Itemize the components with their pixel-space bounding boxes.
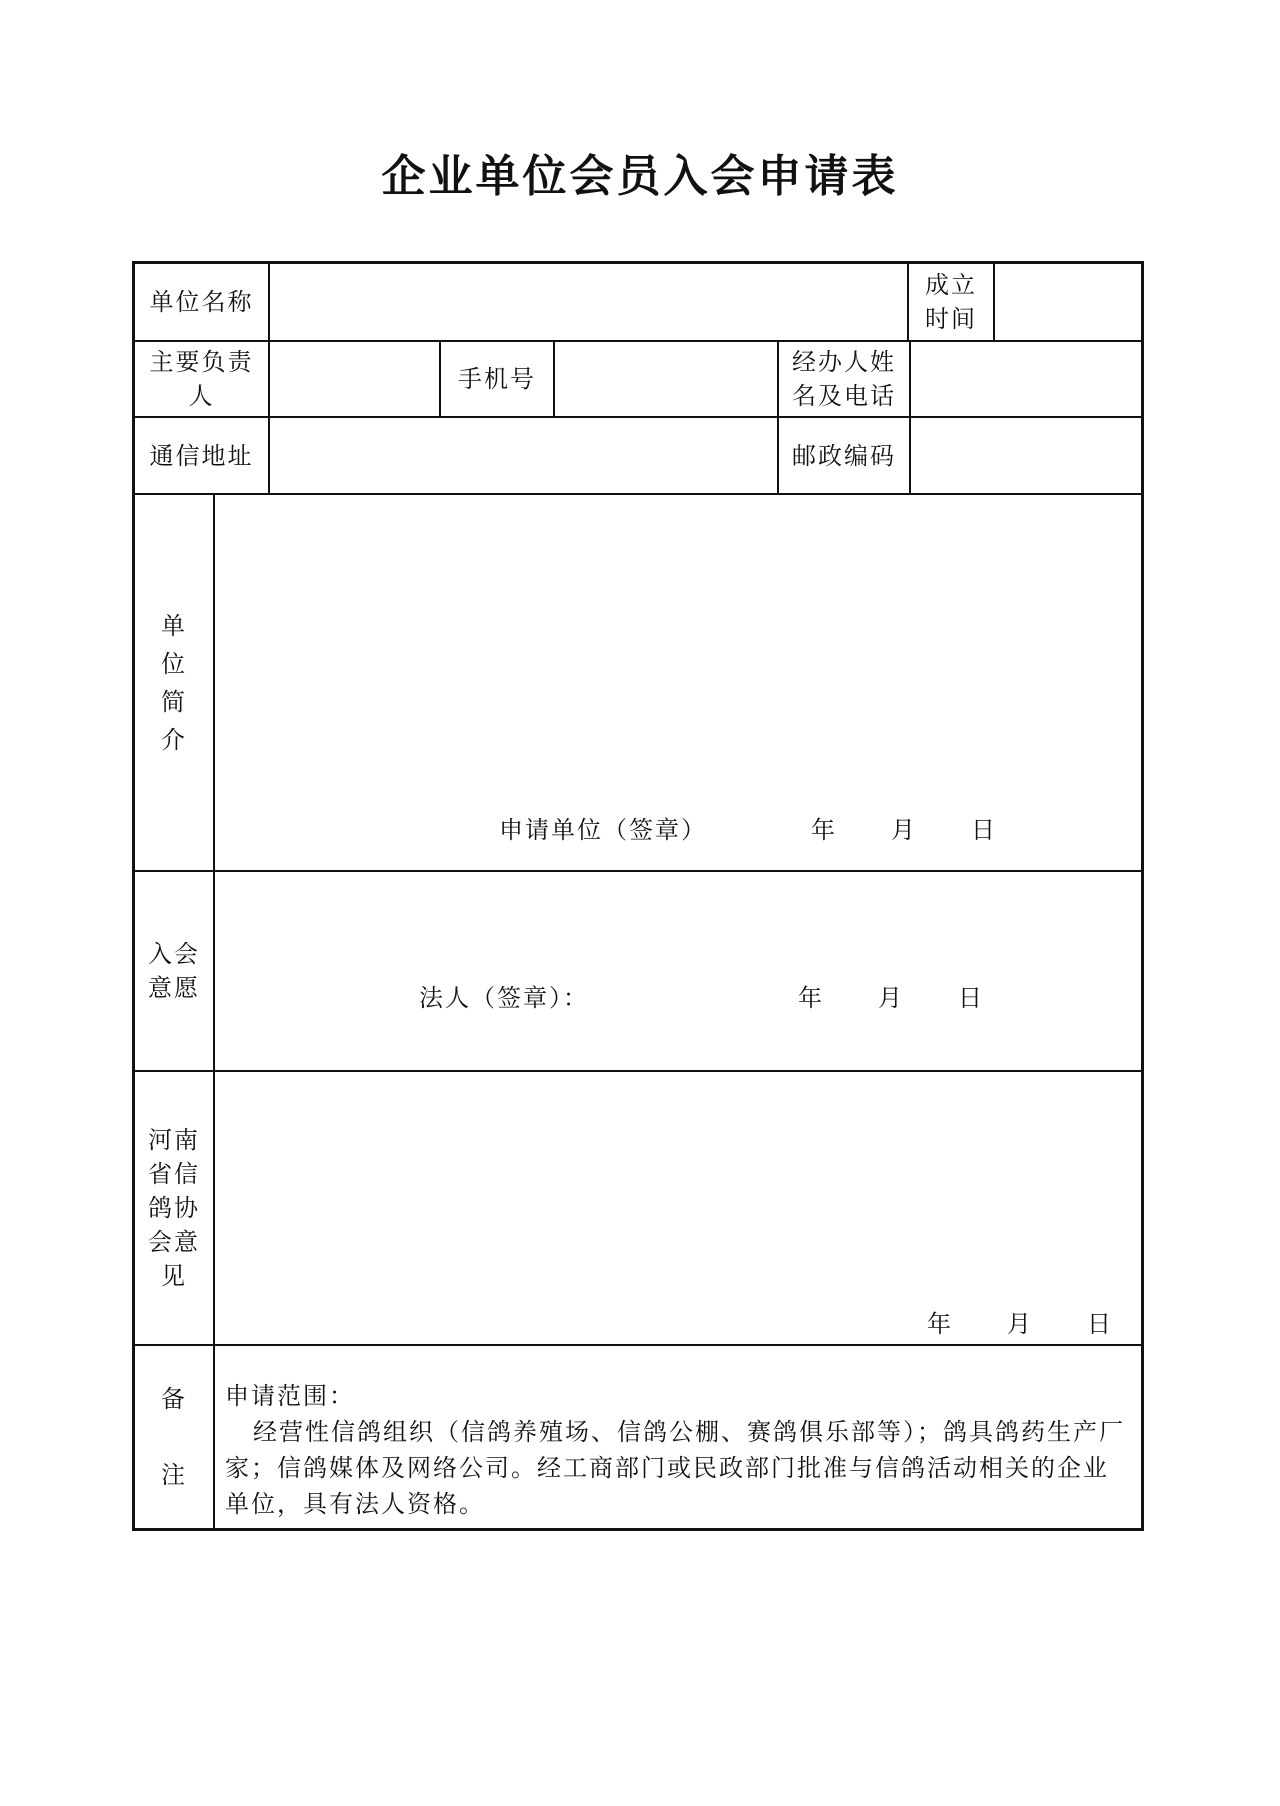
main-leader-field[interactable] [270, 342, 439, 416]
label-join-intent: 入会 意愿 [148, 940, 200, 1002]
date-year: 年 [927, 1310, 953, 1338]
remarks-heading: 申请范围： [225, 1382, 355, 1410]
date-day: 日 [971, 816, 997, 844]
mobile-field[interactable] [555, 342, 777, 416]
label-address: 通信地址 [149, 441, 254, 470]
label-unit-intro: 单 位 简 介 [161, 611, 187, 754]
label-remarks: 备 注 [161, 1385, 187, 1489]
label-established-time: 成立 时间 [925, 271, 977, 333]
established-time-field[interactable] [995, 264, 1141, 340]
form-title: 企业单位会员入会申请表 [381, 151, 899, 202]
date-year: 年 [798, 984, 824, 1012]
date-day: 日 [1087, 1310, 1113, 1338]
label-mobile: 手机号 [458, 365, 536, 393]
remarks-text [225, 1378, 1125, 1522]
handler-field[interactable] [911, 342, 1141, 416]
row-divider [135, 1344, 1141, 1346]
address-field[interactable] [270, 418, 777, 493]
association-opinion-field[interactable] [215, 1072, 1141, 1344]
date-year: 年 [811, 816, 837, 844]
unit-name-field[interactable] [270, 264, 907, 340]
applicant-signature-label: 申请单位（签章） [499, 816, 707, 844]
postcode-field[interactable] [911, 418, 1141, 493]
join-intent-field[interactable] [215, 872, 1141, 1070]
date-day: 日 [958, 984, 984, 1012]
remarks-body: 经营性信鸽组织（信鸽养殖场、信鸽公棚、赛鸽俱乐部等）；鸽具鸽药生产厂家；信鸽媒体及网络公司。经工商部门或民政部门批准与信鸽活动相关的企业单位，具有法人资格。 [225, 1418, 1125, 1518]
label-main-leader: 主要负责 人 [149, 348, 254, 410]
label-unit-name: 单位名称 [149, 288, 254, 316]
label-association-opinion: 河南 省信 鸽协 会意 见 [148, 1126, 200, 1290]
label-postcode: 邮政编码 [792, 441, 896, 470]
legal-person-signature-label: 法人（签章）： [419, 984, 589, 1012]
label-handler: 经办人姓 名及电话 [792, 348, 896, 410]
date-month: 月 [1007, 1310, 1033, 1338]
date-month: 月 [878, 984, 904, 1012]
date-month: 月 [891, 816, 917, 844]
application-form [132, 261, 1144, 1531]
